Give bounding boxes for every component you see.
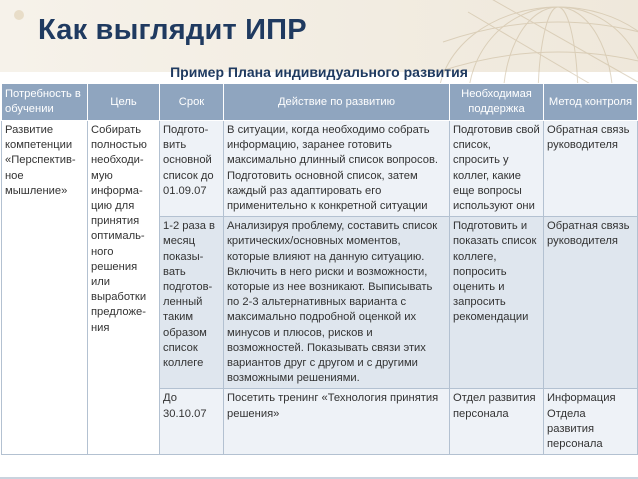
header-need: Потребность в обучении <box>2 84 88 121</box>
method-cell: Обратная связь руководителя <box>544 217 638 389</box>
term-cell: Подгото-вить основной список до 01.09.07 <box>160 121 224 217</box>
page-title: Как выглядит ИПР <box>38 14 307 46</box>
method-cell: Информация Отдела развития персонала <box>544 389 638 455</box>
term-cell: До 30.10.07 <box>160 389 224 455</box>
title-accent <box>14 10 24 20</box>
header-action: Действие по развитию <box>224 84 450 121</box>
header-goal: Цель <box>88 84 160 121</box>
table-row <box>2 121 638 217</box>
action-cell: Посетить тренинг «Технология принятия решения» <box>224 389 450 455</box>
header-term: Срок <box>160 84 224 121</box>
action-cell: Анализируя проблему, составить список критических/основных моментов, которые влияют на данную ситуацию. Включить в него риски и возможности, которые из нее возникают. Выписывать по 2-3 альтернативных варианта с максимально подробной оценкой их минусов и плюсов, рисков и возможностей. Показывать связи этих вариантов друг с другом и с другими возможными решениями. <box>224 217 450 389</box>
need-cell: Развитие компетенции «Перспектив-ное мышление» <box>2 121 88 455</box>
support-cell: Подготовить и показать список коллеге, попросить оценить и запросить рекомендации <box>450 217 544 389</box>
action-cell: В ситуации, когда необходимо собрать информацию, заранее готовить максимально длинный список вопросов. Подготовить основной список, затем каждый раз адаптировать его применительно к конкретной ситуации <box>224 121 450 217</box>
support-cell: Подготовив свой список, спросить у коллег, какие еще вопросы используют они <box>450 121 544 217</box>
goal-cell: Собирать полностью необходи-мую информа-цию для принятия оптималь-ного решения или выработки предложе-ния <box>88 121 160 455</box>
term-cell: 1-2 раза в месяц показы-вать подготов-ленный таким образом список коллеге <box>160 217 224 389</box>
method-cell: Обратная связь руководителя <box>544 121 638 217</box>
header-method: Метод контроля <box>544 84 638 121</box>
development-plan-table <box>1 83 638 455</box>
header-support: Необходимая поддержка <box>450 84 544 121</box>
support-cell: Отдел развития персонала <box>450 389 544 455</box>
table-header-row <box>2 84 638 121</box>
table-subtitle: Пример Плана индивидуального развития <box>170 64 468 80</box>
